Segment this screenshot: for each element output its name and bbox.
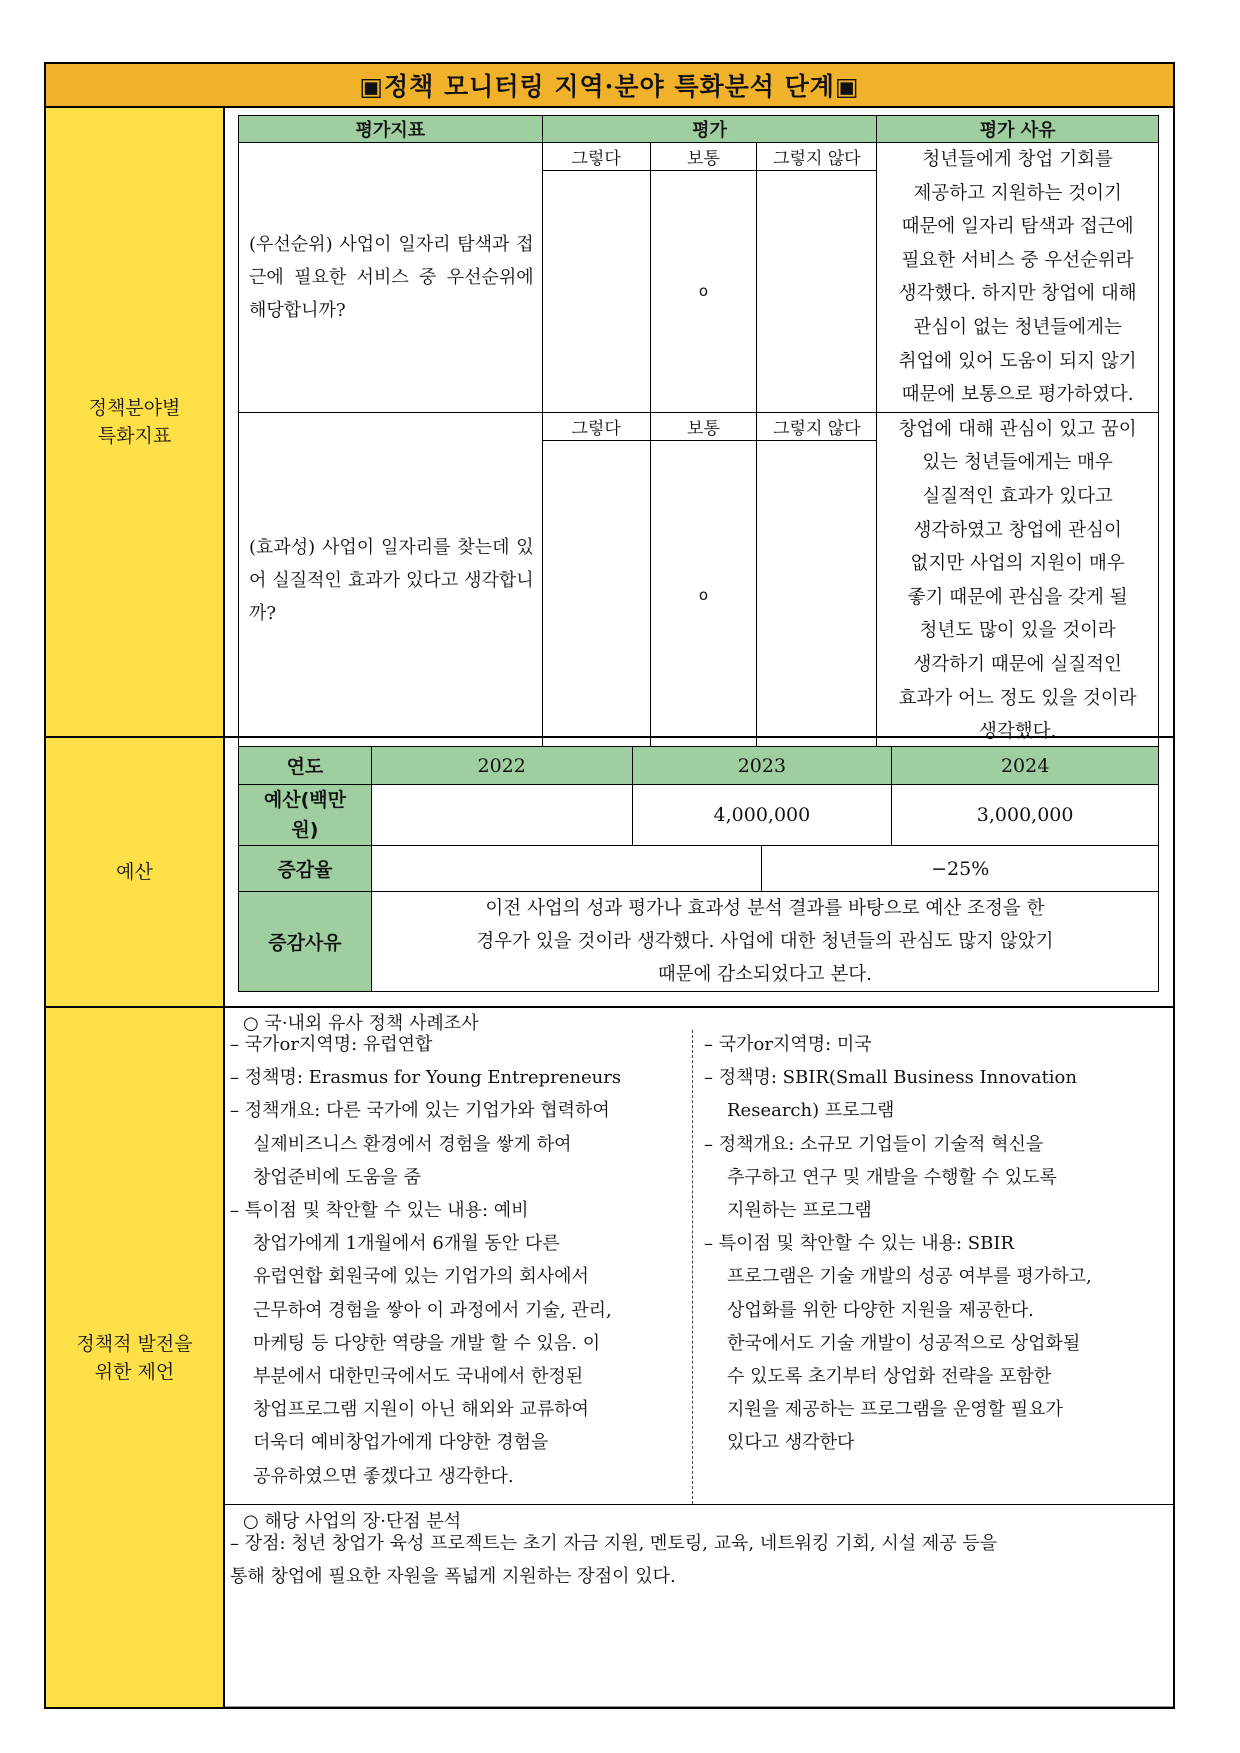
year-label: 연도 <box>239 747 372 785</box>
column-divider <box>692 1030 693 1504</box>
option-no: 그렇지 않다 <box>757 143 877 171</box>
mark-no[interactable] <box>757 170 877 412</box>
case-line: 추구하고 연구 및 개발을 수행할 수 있도록 <box>727 1166 1057 1188</box>
reason-line: 관심이 없는 청년들에게는 <box>913 316 1122 338</box>
reason-line: 청년도 많이 있을 것이라 <box>919 620 1116 642</box>
case-line: 유럽연합 회원국에 있는 기업가의 회사에서 <box>253 1266 589 1288</box>
amount-2023: 4,000,000 <box>632 785 892 846</box>
analysis-line: – 장점: 청년 창업가 육성 프로젝트는 초기 자금 지원, 멘토링, 교육, 네트워킹 기회, 시설 제공 등을 <box>230 1533 998 1554</box>
reason-line: 있는 청년들에게는 매우 <box>922 452 1113 474</box>
reason-line: 생각하기 때문에 실질적인 <box>913 653 1122 675</box>
reason-priority <box>877 143 1159 413</box>
case-line: – 정책개요: 소규모 기업들이 기술적 혁신을 <box>704 1133 1044 1155</box>
evaluation-table <box>238 115 1159 750</box>
question-effectiveness: (효과성) 사업이 일자리를 찾는데 있어 실질적인 효과가 있다고 생각합니까? <box>239 412 543 749</box>
year-2023: 2023 <box>632 747 892 785</box>
rate-label: 증감율 <box>239 846 372 892</box>
mark-yes[interactable] <box>542 170 650 412</box>
rate-2024: −25% <box>762 846 1159 892</box>
header-indicator: 평가지표 <box>239 116 543 143</box>
reason-line: 효과가 어느 정도 있을 것이라 <box>898 687 1137 709</box>
reason-line: 제공하고 지원하는 것이기 <box>913 182 1122 204</box>
reason-line: 생각하였고 창업에 관심이 <box>913 519 1122 541</box>
section-label-proposal-text: 정책적 발전을 위한 제언 <box>76 1332 193 1383</box>
case-line: 실제비즈니스 환경에서 경험을 쌓게 하여 <box>253 1133 572 1155</box>
question-priority: (우선순위) 사업이 일자리 탐색과 접근에 필요한 서비스 중 우선순위에 해당합니까? <box>239 143 543 413</box>
section-label-budget-text: 예산 <box>116 861 153 883</box>
budget-reason-line: 때문에 감소되었다고 본다. <box>657 964 873 985</box>
case-line: 창업가에게 1개월에서 6개월 동안 다른 <box>253 1233 560 1255</box>
case-line: Research) 프로그램 <box>727 1100 895 1122</box>
section-label-indicators-text: 정책분야별 특화지표 <box>88 397 181 447</box>
year-2024: 2024 <box>892 747 1159 785</box>
option-yes: 그렇다 <box>542 143 650 171</box>
reason-line: 창업에 대해 관심이 있고 꿈이 <box>898 418 1137 440</box>
reason-line: 실질적인 효과가 있다고 <box>922 485 1113 507</box>
mark-neutral[interactable]: o <box>650 170 757 412</box>
policy-form <box>44 62 1175 1709</box>
reason-line: 생각했다. 하지만 창업에 대해 <box>898 283 1137 305</box>
case-line: 지원하는 프로그램 <box>727 1200 872 1222</box>
case-line: 부분에서 대한민국에서도 국내에서 한정된 <box>253 1366 584 1388</box>
indicators-panel <box>225 108 1173 743</box>
amount-2024: 3,000,000 <box>892 785 1159 846</box>
case-line: – 국가or지역명: 유럽연합 <box>230 1034 433 1055</box>
survey-heading: ○ 국·내외 유사 정책 사례조사 <box>243 1013 479 1034</box>
case-line: 공유하였으면 좋겠다고 생각한다. <box>253 1465 514 1487</box>
case-line: 한국에서도 기술 개발이 성공적으로 상업화될 <box>727 1332 1081 1354</box>
reason-line: 청년들에게 창업 기회를 <box>922 149 1113 170</box>
case-line: 창업준비에 도움을 줌 <box>253 1166 421 1188</box>
case-line: 상업화를 위한 다양한 지원을 제공한다. <box>727 1299 1034 1321</box>
page-title: ▣정책 모니터링 지역·분야 특화분석 단계▣ <box>46 64 1173 108</box>
case-eu <box>230 1028 685 1493</box>
reason-line: 필요한 서비스 중 우선순위라 <box>901 249 1134 271</box>
budget-reason-line: 이전 사업의 성과 평가나 효과성 분석 결과를 바탕으로 예산 조정을 한 <box>485 898 1045 919</box>
case-line: 창업프로그램 지원이 아닌 해외와 교류하여 <box>253 1399 589 1421</box>
case-line: 더욱더 예비창업가에게 다양한 경험을 <box>253 1432 549 1454</box>
case-line: 지원을 제공하는 프로그램을 운영할 필요가 <box>727 1399 1063 1421</box>
header-reason: 평가 사유 <box>877 116 1159 143</box>
case-line: – 특이점 및 착안할 수 있는 내용: SBIR <box>704 1233 1014 1255</box>
case-line: 근무하여 경험을 쌓아 이 과정에서 기술, 관리, <box>253 1299 612 1321</box>
budget-panel <box>225 738 1173 1008</box>
analysis-divider <box>225 1504 1173 1505</box>
case-line: 있다고 생각한다 <box>727 1432 855 1454</box>
year-2022: 2022 <box>371 747 632 785</box>
mark-no[interactable] <box>757 440 877 749</box>
case-line: – 정책개요: 다른 국가에 있는 기업가와 협력하여 <box>230 1100 610 1122</box>
option-neutral: 보통 <box>650 412 757 440</box>
case-line: – 정책명: Erasmus for Young Entrepreneurs <box>230 1067 622 1089</box>
proposal-panel <box>225 1008 1173 1707</box>
budget-reason-line: 경우가 있을 것이라 생각했다. 사업에 대한 청년들의 관심도 많지 않았기 <box>476 931 1054 952</box>
case-line: 수 있도록 초기부터 상업화 전략을 포함한 <box>727 1366 1052 1388</box>
case-line: – 특이점 및 착안할 수 있는 내용: 예비 <box>230 1200 529 1222</box>
reason-line: 때문에 보통으로 평가하였다. <box>901 384 1134 406</box>
reason-line: 생각했다. <box>978 721 1057 743</box>
option-no: 그렇지 않다 <box>757 412 877 440</box>
section-label-indicators <box>46 108 225 738</box>
option-neutral: 보통 <box>650 143 757 171</box>
mark-neutral[interactable]: o <box>650 440 757 749</box>
header-evaluation: 평가 <box>542 116 877 143</box>
amount-label: 예산(백만원) <box>239 785 372 846</box>
reason-line: 좋기 때문에 관심을 갖게 될 <box>907 586 1128 608</box>
analysis-line: 통해 창업에 필요한 자원을 폭넓게 지원하는 장점이 있다. <box>230 1566 676 1588</box>
option-yes: 그렇다 <box>542 412 650 440</box>
case-line: 마케팅 등 다양한 역량을 개발 할 수 있음. 이 <box>253 1332 601 1354</box>
reason-line: 없지만 사업의 지원이 매우 <box>910 553 1125 575</box>
analysis-text <box>230 1527 1165 1593</box>
section-label-proposal <box>46 1008 225 1707</box>
reason-effectiveness <box>877 412 1159 749</box>
budget-table <box>238 746 1159 992</box>
case-line: – 국가or지역명: 미국 <box>704 1034 872 1055</box>
budget-reason <box>371 892 1158 992</box>
case-usa <box>704 1028 1164 1460</box>
reason-label: 증감사유 <box>239 892 372 992</box>
amount-2022 <box>371 785 632 846</box>
section-label-budget <box>46 738 225 1008</box>
reason-line: 취업에 있어 도움이 되지 않기 <box>898 350 1137 372</box>
case-line: 프로그램은 기술 개발의 성공 여부를 평가하고, <box>727 1266 1092 1288</box>
rate-2023 <box>371 846 762 892</box>
reason-line: 때문에 일자리 탐색과 접근에 <box>901 216 1134 238</box>
mark-yes[interactable] <box>542 440 650 749</box>
case-line: – 정책명: SBIR(Small Business Innovation <box>704 1067 1077 1089</box>
analysis-heading: ○ 해당 사업의 장·단점 분석 <box>243 1511 462 1532</box>
